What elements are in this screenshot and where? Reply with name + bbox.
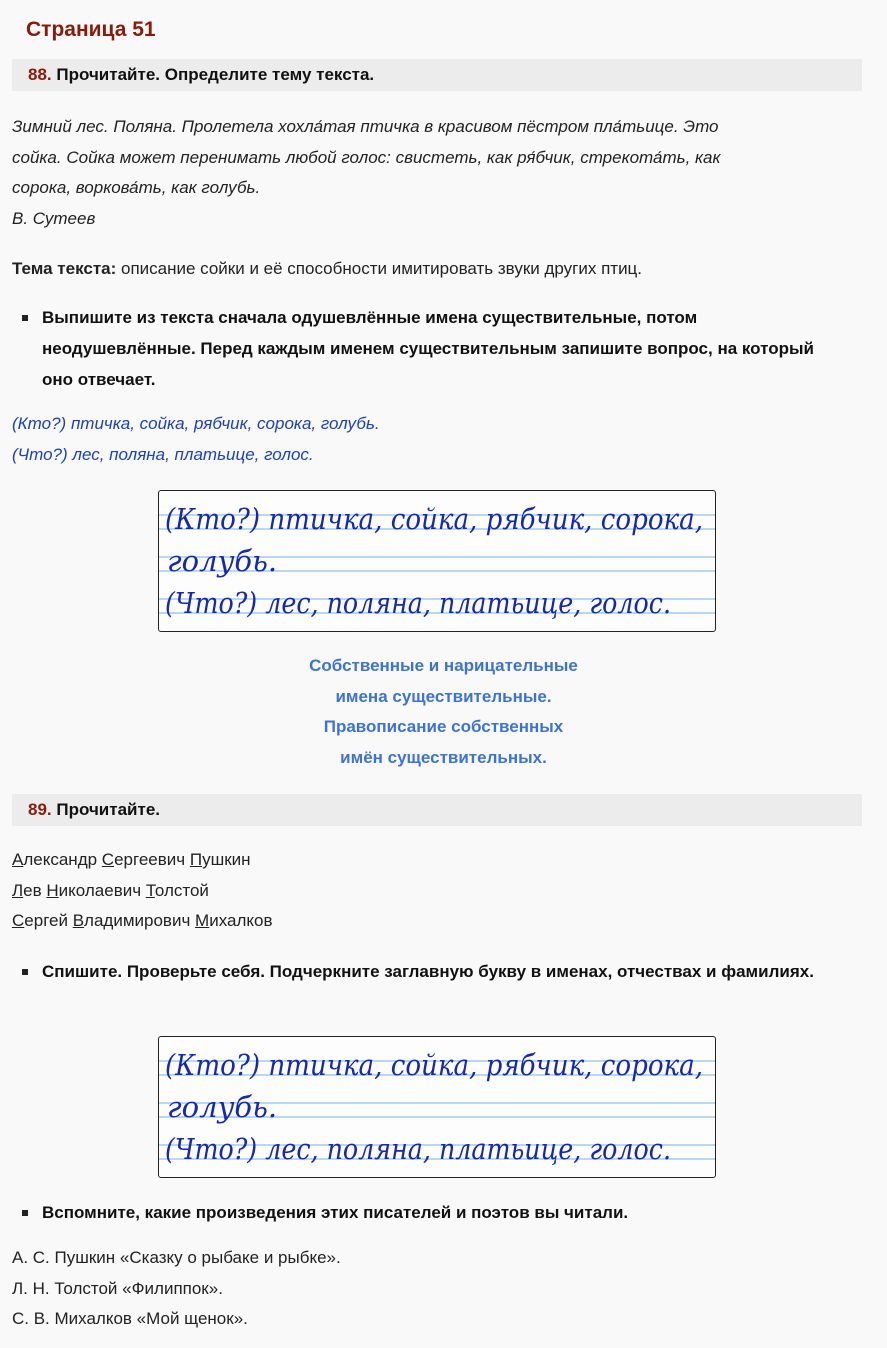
work-line: А. С. Пушкин «Сказку о рыбаке и рыбке». bbox=[12, 1248, 341, 1267]
task-instruction: Прочитайте. Определите тему текста. bbox=[56, 65, 375, 84]
task-number: 88. bbox=[28, 65, 52, 84]
name-part: ихалков bbox=[209, 911, 273, 930]
task-89-bullet-copy bbox=[22, 956, 842, 987]
copybook-image bbox=[158, 490, 716, 632]
copybook-lines bbox=[159, 491, 716, 632]
section-title-line: имена существительные. bbox=[335, 686, 552, 706]
name-part: иколаевич bbox=[58, 880, 146, 900]
capital-letter: С bbox=[101, 850, 115, 869]
task-88-bullet bbox=[22, 302, 842, 395]
bullet-text: Вспомните, какие произведения этих писателей и поэтов вы читали. bbox=[42, 1203, 629, 1222]
section-title-line: имён существительных. bbox=[340, 747, 547, 767]
handwriting-line: (Кто?) птичка, сойка, рябчик, сорока, bbox=[165, 502, 703, 536]
works-list bbox=[12, 1243, 862, 1335]
task-number: 89. bbox=[28, 800, 52, 819]
answer-block bbox=[12, 409, 862, 470]
work-line: С. В. Михалков «Мой щенок». bbox=[12, 1309, 248, 1328]
capital-letter: П bbox=[189, 850, 203, 869]
story-line: сойка. Сойка может перенимать любой голос: свистеть, как ря́бчик, стрекота́ть, как bbox=[12, 147, 721, 167]
story-text bbox=[12, 112, 862, 234]
copybook-lines bbox=[159, 1037, 716, 1178]
bullet-square-icon bbox=[22, 315, 28, 321]
page-title: Страница 51 bbox=[26, 18, 156, 41]
name-part: ладимирович bbox=[84, 911, 196, 930]
answer-line: (Что?) лес, поляна, платьице, голос. bbox=[12, 444, 314, 464]
capital-letter: Л bbox=[12, 880, 24, 900]
handwriting-line: (Кто?) птичка, сойка, рябчик, сорока, bbox=[165, 1048, 703, 1082]
theme-paragraph bbox=[12, 254, 862, 285]
name-part: ергей bbox=[24, 911, 73, 930]
name-line bbox=[12, 876, 862, 907]
story-line: сорока, воркова́ть, как голубь. bbox=[12, 178, 261, 197]
task-89-header bbox=[12, 794, 862, 826]
name-part: олстой bbox=[154, 880, 209, 900]
capital-letter: М bbox=[195, 911, 210, 930]
task-88-header bbox=[12, 59, 862, 91]
theme-value: описание сойки и её способности имитировать звуки других птиц. bbox=[116, 259, 643, 278]
handwriting-line: (Что?) лес, поляна, платьице, голос. bbox=[165, 586, 671, 620]
capital-letter: С bbox=[12, 911, 25, 930]
answer-line: (Кто?) птичка, сойка, рябчик, сорока, голубь. bbox=[12, 414, 380, 433]
section-title bbox=[0, 651, 887, 773]
name-part: ушкин bbox=[202, 850, 251, 869]
capital-letter: В bbox=[72, 911, 85, 930]
names-list bbox=[12, 845, 862, 937]
task-instruction: Прочитайте. bbox=[56, 800, 160, 819]
handwriting-line: голубь. bbox=[167, 1090, 278, 1124]
name-line bbox=[12, 845, 862, 876]
name-part: ев bbox=[23, 880, 47, 900]
section-title-line: Собственные и нарицательные bbox=[309, 656, 578, 675]
section-title-line: Правописание собственных bbox=[323, 717, 564, 736]
story-author: В. Сутеев bbox=[12, 208, 96, 228]
work-line: Л. Н. Толстой «Филиппок». bbox=[12, 1278, 223, 1298]
theme-label: Тема текста: bbox=[12, 259, 117, 278]
bullet-text: Спишите. Проверьте себя. Подчеркните заглавную букву в именах, отчествах и фамилиях. bbox=[42, 962, 814, 981]
name-part: лександр bbox=[23, 850, 102, 869]
handwriting-line: (Что?) лес, поляна, платьице, голос. bbox=[165, 1132, 671, 1166]
capital-letter: Н bbox=[46, 880, 59, 900]
capital-letter: А bbox=[12, 850, 24, 869]
bullet-square-icon bbox=[22, 969, 28, 975]
bullet-square-icon bbox=[22, 1210, 28, 1216]
handwriting-line: голубь. bbox=[167, 544, 278, 578]
task-89-bullet-recall bbox=[22, 1197, 842, 1228]
bullet-text: Выпишите из текста сначала одушевлённые имена существительные, потом неодушевлённые. Перед каждым именем существительным запишите вопрос, на который оно отвечает. bbox=[42, 308, 814, 389]
name-line bbox=[12, 906, 862, 937]
capital-letter: Т bbox=[145, 880, 155, 900]
copybook-image bbox=[158, 1036, 716, 1178]
story-line: Зимний лес. Поляна. Пролетела хохла́тая птичка в красивом пёстром пла́тьице. Это bbox=[12, 117, 719, 136]
name-part: ергеевич bbox=[114, 850, 190, 869]
